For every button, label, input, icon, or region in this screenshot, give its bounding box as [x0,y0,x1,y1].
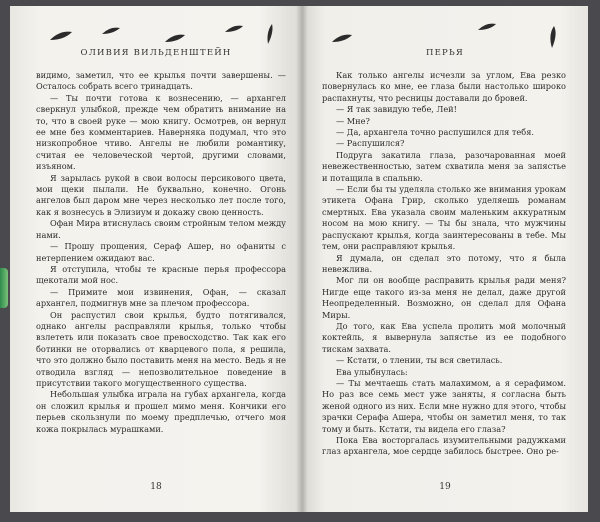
paragraph: — Примите мои извинения, Офан, — сказал архангел, подмигнув мне за плечом профессора. [36,286,286,309]
bookmark-tab [0,268,8,308]
paragraph: — Если бы ты уделяла столько же внимания урокам этикета Офана Грир, сколько уделяешь романам смертных. Ева указала своим маленьким аккуратным носом на мою книгу. — Ты бы знала, что мужчины распускают крылья, когда заинтересованы в тебе. Мы тем, они расправляют крылья. [322,184,566,252]
paragraph: — Прошу прощения, Сераф Ашер, но офаниты с нетерпением ожидают вас. [36,241,286,263]
paragraph: — Кстати, о тлении, ты вся светилась. [336,355,503,366]
paragraph: Пока Ева восторгалась изумительными радужками глаз архангела, мое сердце забилось быстрее. Оно ре- [322,435,566,457]
paragraph: Я отступила, чтобы те красные перья профессора щекотали мой нос. [36,263,286,286]
paragraph: Я зарылась рукой в свои волосы персикового цвета, мои щеки пылали. Не буквально, конечно. Огонь ангелов был даром мне через несколько лет после того, как я вознесусь в Элизиум и докажу свою ценность. [36,172,286,217]
paragraph: видимо, заметил, что ее крылья почти завершены. — Осталось собрать всего тринадцать. [36,70,286,92]
paragraph: До того, как Ева успела пролить мой молочный коктейль, я вывернула запястье из ее подобного тискам захвата. [322,320,566,354]
paragraph: Как только ангелы исчезли за углом, Ева резко повернулась ко мне, ее глаза были настолько широко распахнуты, что ресницы доставали до бровей. [322,70,566,103]
left-page [10,6,302,512]
paragraph: Подруга закатила глаза, разочарованная моей невежественностью, затем схватила меня за запястье и потащила в спальню. [322,149,566,183]
paragraph: Небольшая улыбка играла на губах архангела, когда он сложил крылья и прошел мимо меня. Кончики его перьев скользнули по моему предплечью, отчего моя кожа покрылась мурашками. [36,389,286,434]
right-page [302,6,588,512]
paragraph: Мог ли он вообще расправить крылья ради меня? Нигде еще такого из-за меня не делал, даже другой Неопределенный. Возможно, он сделал для Офана Миры. [322,275,566,320]
running-header-right: ПЕРЬЯ [426,48,464,58]
paragraph: — Ты мечтаешь стать малахимом, а я серафимом. Но раз все семь мест уже заняты, я согласна быть женой одного из них. Если мне нужно для этого, чтобы зрачки Серафа Ашера, чтобы он заметил меня, то так тому и быть. Кстати, ты видела его глаза? [322,377,566,434]
right-page-text [322,70,566,458]
page-number-right: 19 [439,482,451,492]
paragraph: Он распустил свои крылья, будто потягивался, однако ангелы расправляли крылья, только чтобы взлететь или показать свое превосходство. Так как его ботинки не оторвались от кварцевого пола, я решила, что это должно было поставить меня на место. Ведь я не отводила взгляд — непозволительное поведение в присутствии такого могущественного существа. [36,309,286,388]
running-header-left: ОЛИВИЯ ВИЛЬДЕНШТЕЙН [80,48,232,58]
paragraph: — Мне? [336,115,370,126]
book-gutter [296,6,308,512]
paragraph: Я думала, он сделал это потому, что я была невежлива. [322,252,566,274]
page-number-left: 18 [150,482,162,492]
paragraph: — Да, архангела точно распушился для тебя. [336,127,534,138]
paragraph: Офан Мира втиснулась своим стройным телом между нами. [36,218,286,240]
paragraph: — Я так завидую тебе, Лей! [336,104,457,115]
paragraph: Ева улыбнулась: [336,366,408,377]
paragraph: — Ты почти готова к вознесению, — архангел сверкнул улыбкой, прежде чем обратить внимание на то, что в своей руке — мою книгу. Осмотрев, он вернул ее мне без комментариев. Наверняка подумал, что это низкопробное чтиво. Ангелы не любили романтику, считая ее человеческой чертой, другими словами, изъяном. [36,92,286,172]
paragraph: — Распушился? [336,138,405,149]
left-page-text [36,70,286,435]
